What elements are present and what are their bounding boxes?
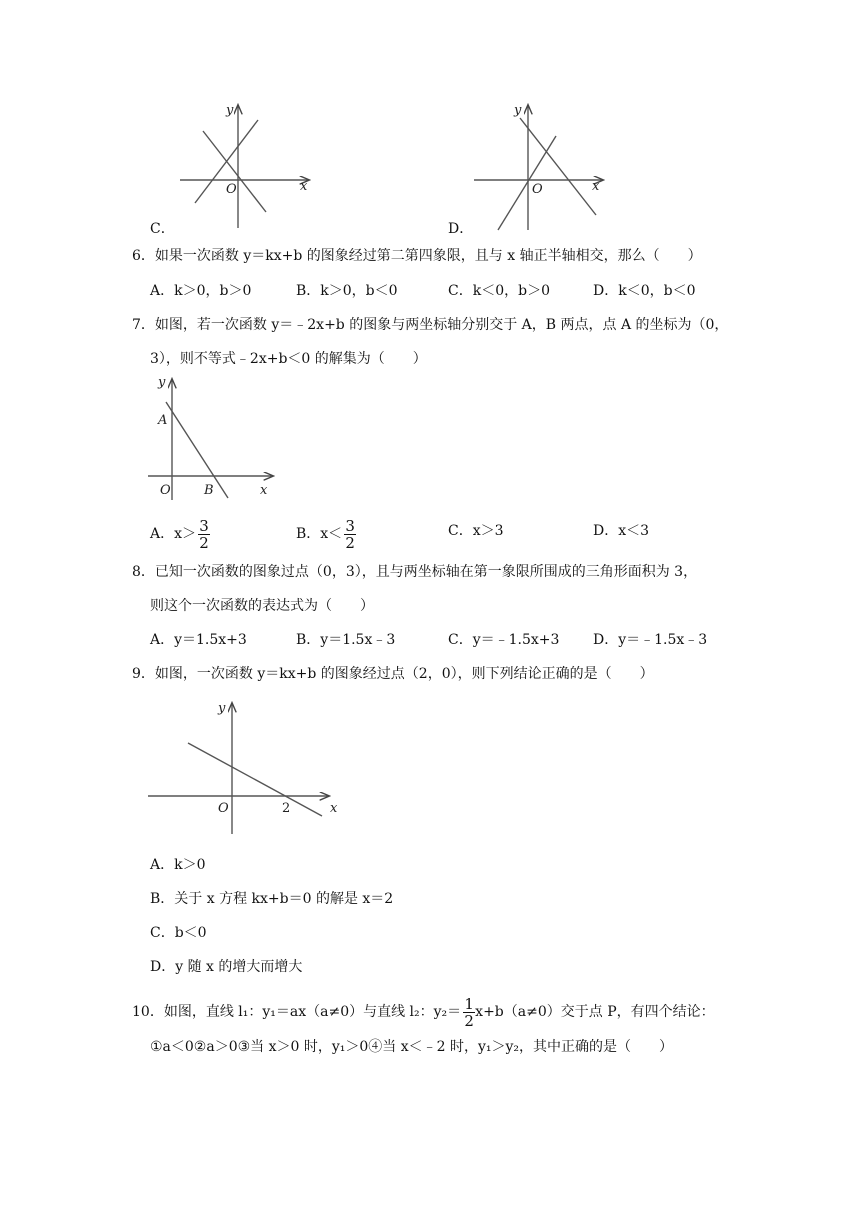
q7-option-a bbox=[150, 514, 210, 554]
point-b-label: B bbox=[204, 483, 214, 498]
q6-option-b: B．k＞0，b＜0 bbox=[296, 283, 398, 299]
line-2 bbox=[520, 118, 596, 215]
fraction-three-halves bbox=[198, 518, 210, 551]
q7-option-b-text: B．x＜ bbox=[296, 526, 343, 542]
line-2 bbox=[203, 131, 266, 212]
axis-y-label: y bbox=[218, 701, 226, 716]
function-line bbox=[188, 743, 322, 816]
axis-x-label: x bbox=[300, 179, 308, 194]
graph-option-d bbox=[468, 98, 618, 233]
origin-label: O bbox=[218, 801, 229, 816]
origin-label: O bbox=[160, 483, 171, 498]
axis-y-label: y bbox=[514, 103, 522, 118]
frac-numerator: 3 bbox=[345, 516, 355, 535]
question-8-stem-line1: 8．已知一次函数的图象过点（0，3），且与两坐标轴在第一象限所围成的三角形面积为 3， bbox=[132, 564, 698, 580]
frac-numerator: 1 bbox=[464, 994, 474, 1013]
q9-option-c: C．b＜0 bbox=[150, 925, 207, 941]
q8-option-c: C．y＝﹣1.5x+3 bbox=[448, 632, 560, 648]
q10-stem-part1: 10．如图，直线 l₁：y₁＝ax（a≠0）与直线 l₂：y₂＝ bbox=[132, 1004, 462, 1020]
q6-option-c: C．k＜0，b＞0 bbox=[448, 283, 550, 299]
graph-option-c bbox=[170, 98, 320, 233]
q7-option-b bbox=[296, 514, 356, 554]
q8-option-b: B．y＝1.5x﹣3 bbox=[296, 632, 396, 648]
q7-option-a-text: A．x＞ bbox=[150, 526, 197, 542]
q9-option-b: B．关于 x 方程 kx+b＝0 的解是 x＝2 bbox=[150, 891, 394, 907]
graph-q9 bbox=[148, 698, 348, 838]
question-7-stem-line2: 3），则不等式﹣2x+b＜0 的解集为（ ） bbox=[150, 351, 427, 367]
option-d-label: D． bbox=[448, 221, 474, 237]
option-c-label: C． bbox=[150, 221, 175, 237]
q6-option-a: A．k＞0，b＞0 bbox=[150, 283, 252, 299]
line-1 bbox=[498, 136, 556, 230]
question-9-stem: 9．如图，一次函数 y＝kx+b 的图象经过点（2，0），则下列结论正确的是（ ） bbox=[132, 666, 654, 682]
frac-denominator: 2 bbox=[199, 533, 209, 552]
q7-option-d: D．x＜3 bbox=[593, 523, 650, 539]
q9-option-d: D．y 随 x 的增大而增大 bbox=[150, 959, 303, 975]
question-10-stem-line1 bbox=[132, 990, 715, 1034]
frac-numerator: 3 bbox=[199, 516, 209, 535]
q9-option-a: A．k＞0 bbox=[150, 857, 206, 873]
fraction-one-half bbox=[463, 996, 475, 1029]
fraction-three-halves bbox=[344, 518, 356, 551]
axis-x-label: x bbox=[592, 179, 600, 194]
axis-x-label: x bbox=[260, 483, 268, 498]
point-a-label: A bbox=[158, 413, 168, 428]
axis-y-label: y bbox=[226, 103, 234, 118]
tick-2-label: 2 bbox=[282, 801, 291, 816]
origin-label: O bbox=[226, 182, 237, 197]
function-line bbox=[166, 402, 228, 498]
q7-option-c: C．x＞3 bbox=[448, 523, 504, 539]
question-10-stem-line2: ①a＜0②a＞0③当 x＞0 时，y₁＞0④当 x＜﹣2 时，y₁＞y₂，其中正确的是（ ） bbox=[150, 1039, 674, 1055]
q10-stem-part2: x+b（a≠0）交于点 P，有四个结论： bbox=[475, 1004, 715, 1020]
frac-denominator: 2 bbox=[345, 533, 355, 552]
question-8-stem-line2: 则这个一次函数的表达式为（ ） bbox=[150, 598, 374, 614]
graph-q7 bbox=[146, 372, 286, 502]
frac-denominator: 2 bbox=[464, 1011, 474, 1030]
axis-y-label: y bbox=[158, 375, 166, 390]
q6-option-d: D．k＜0，b＜0 bbox=[593, 283, 696, 299]
q8-option-a: A．y＝1.5x+3 bbox=[150, 632, 247, 648]
question-7-stem-line1: 7．如图，若一次函数 y＝﹣2x+b 的图象与两坐标轴分别交于 A，B 两点，点 A 的坐标为（0， bbox=[132, 317, 729, 333]
axis-x-label: x bbox=[330, 801, 338, 816]
q8-option-d: D．y＝﹣1.5x﹣3 bbox=[593, 632, 708, 648]
question-6-stem: 6．如果一次函数 y＝kx+b 的图象经过第二第四象限，且与 x 轴正半轴相交，那么（ ） bbox=[132, 248, 702, 264]
origin-label: O bbox=[532, 182, 543, 197]
